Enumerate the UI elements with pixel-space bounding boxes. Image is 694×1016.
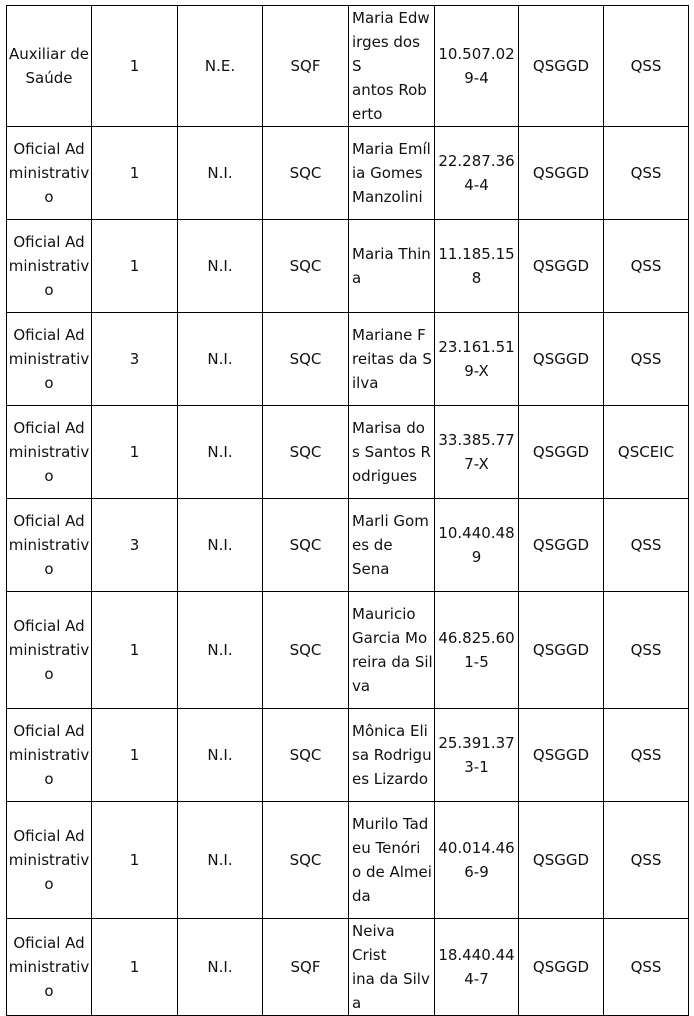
origin-cell: QSGGD xyxy=(519,499,604,592)
destination-cell: QSS xyxy=(604,499,689,592)
origin-cell: QSGGD xyxy=(519,802,604,919)
cargo-cell: Oficial Ad ministrativ o xyxy=(7,127,92,220)
id-number-cell: 23.161.51 9-X xyxy=(435,313,519,406)
quantity-cell: 1 xyxy=(92,802,178,919)
origin-cell: QSGGD xyxy=(519,709,604,802)
table-row xyxy=(7,313,689,406)
level-cell: N.I. xyxy=(178,127,263,220)
origin-cell: QSGGD xyxy=(519,220,604,313)
destination-cell: QSS xyxy=(604,802,689,919)
table-row xyxy=(7,6,689,127)
destination-cell: QSS xyxy=(604,127,689,220)
level-cell: N.E. xyxy=(178,6,263,127)
name-cell: Marisa do s Santos R odrigues xyxy=(349,406,435,499)
table-body xyxy=(7,6,689,1016)
id-number-cell: 33.385.77 7-X xyxy=(435,406,519,499)
quantity-cell: 3 xyxy=(92,313,178,406)
origin-cell: QSGGD xyxy=(519,313,604,406)
origin-cell: QSGGD xyxy=(519,919,604,1016)
destination-cell: QSS xyxy=(604,919,689,1016)
origin-cell: QSGGD xyxy=(519,592,604,709)
staff-group-cell: SQF xyxy=(263,6,349,127)
staff-group-cell: SQC xyxy=(263,406,349,499)
staff-group-cell: SQC xyxy=(263,802,349,919)
cargo-cell: Oficial Ad ministrativ o xyxy=(7,406,92,499)
quantity-cell: 1 xyxy=(92,709,178,802)
destination-cell: QSS xyxy=(604,220,689,313)
name-cell: Mauricio Garcia Mo reira da Sil va xyxy=(349,592,435,709)
name-cell: Mariane F reitas da S ilva xyxy=(349,313,435,406)
table-row xyxy=(7,499,689,592)
id-number-cell: 18.440.44 4-7 xyxy=(435,919,519,1016)
name-cell: Maria Thin a xyxy=(349,220,435,313)
destination-cell: QSS xyxy=(604,6,689,127)
table-row xyxy=(7,406,689,499)
name-cell: Murilo Tad eu Tenóri o de Almei da xyxy=(349,802,435,919)
level-cell: N.I. xyxy=(178,802,263,919)
cargo-cell: Oficial Ad ministrativ o xyxy=(7,499,92,592)
table-row xyxy=(7,802,689,919)
quantity-cell: 1 xyxy=(92,592,178,709)
name-cell: Marli Gom es de Sena xyxy=(349,499,435,592)
quantity-cell: 3 xyxy=(92,499,178,592)
destination-cell: QSCEIC xyxy=(604,406,689,499)
staff-group-cell: SQF xyxy=(263,919,349,1016)
cargo-cell: Oficial Ad ministrativ o xyxy=(7,709,92,802)
level-cell: N.I. xyxy=(178,220,263,313)
id-number-cell: 40.014.46 6-9 xyxy=(435,802,519,919)
id-number-cell: 10.440.48 9 xyxy=(435,499,519,592)
origin-cell: QSGGD xyxy=(519,127,604,220)
quantity-cell: 1 xyxy=(92,406,178,499)
quantity-cell: 1 xyxy=(92,6,178,127)
staff-group-cell: SQC xyxy=(263,592,349,709)
destination-cell: QSS xyxy=(604,709,689,802)
personnel-table xyxy=(6,5,689,1016)
level-cell: N.I. xyxy=(178,406,263,499)
cargo-cell: Oficial Ad ministrativ o xyxy=(7,802,92,919)
id-number-cell: 22.287.36 4-4 xyxy=(435,127,519,220)
table-row xyxy=(7,220,689,313)
level-cell: N.I. xyxy=(178,499,263,592)
origin-cell: QSGGD xyxy=(519,406,604,499)
name-cell: Mônica Eli sa Rodrigu es Lizardo xyxy=(349,709,435,802)
name-cell: Maria Emíl ia Gomes Manzolini xyxy=(349,127,435,220)
id-number-cell: 10.507.02 9-4 xyxy=(435,6,519,127)
quantity-cell: 1 xyxy=(92,220,178,313)
name-cell: Maria Edw irges dos S antos Rob erto xyxy=(349,6,435,127)
staff-group-cell: SQC xyxy=(263,709,349,802)
quantity-cell: 1 xyxy=(92,127,178,220)
level-cell: N.I. xyxy=(178,313,263,406)
level-cell: N.I. xyxy=(178,709,263,802)
table-row xyxy=(7,919,689,1016)
staff-group-cell: SQC xyxy=(263,499,349,592)
cargo-cell: Oficial Ad ministrativ o xyxy=(7,220,92,313)
table-row xyxy=(7,127,689,220)
cargo-cell: Auxiliar de Saúde xyxy=(7,6,92,127)
staff-group-cell: SQC xyxy=(263,220,349,313)
id-number-cell: 11.185.15 8 xyxy=(435,220,519,313)
table-row xyxy=(7,709,689,802)
origin-cell: QSGGD xyxy=(519,6,604,127)
destination-cell: QSS xyxy=(604,313,689,406)
cargo-cell: Oficial Ad ministrativ o xyxy=(7,919,92,1016)
destination-cell: QSS xyxy=(604,592,689,709)
id-number-cell: 46.825.60 1-5 xyxy=(435,592,519,709)
staff-group-cell: SQC xyxy=(263,313,349,406)
level-cell: N.I. xyxy=(178,919,263,1016)
table-row xyxy=(7,592,689,709)
quantity-cell: 1 xyxy=(92,919,178,1016)
id-number-cell: 25.391.37 3-1 xyxy=(435,709,519,802)
cargo-cell: Oficial Ad ministrativ o xyxy=(7,592,92,709)
staff-group-cell: SQC xyxy=(263,127,349,220)
cargo-cell: Oficial Ad ministrativ o xyxy=(7,313,92,406)
name-cell: Neiva Crist ina da Silv a xyxy=(349,919,435,1016)
level-cell: N.I. xyxy=(178,592,263,709)
